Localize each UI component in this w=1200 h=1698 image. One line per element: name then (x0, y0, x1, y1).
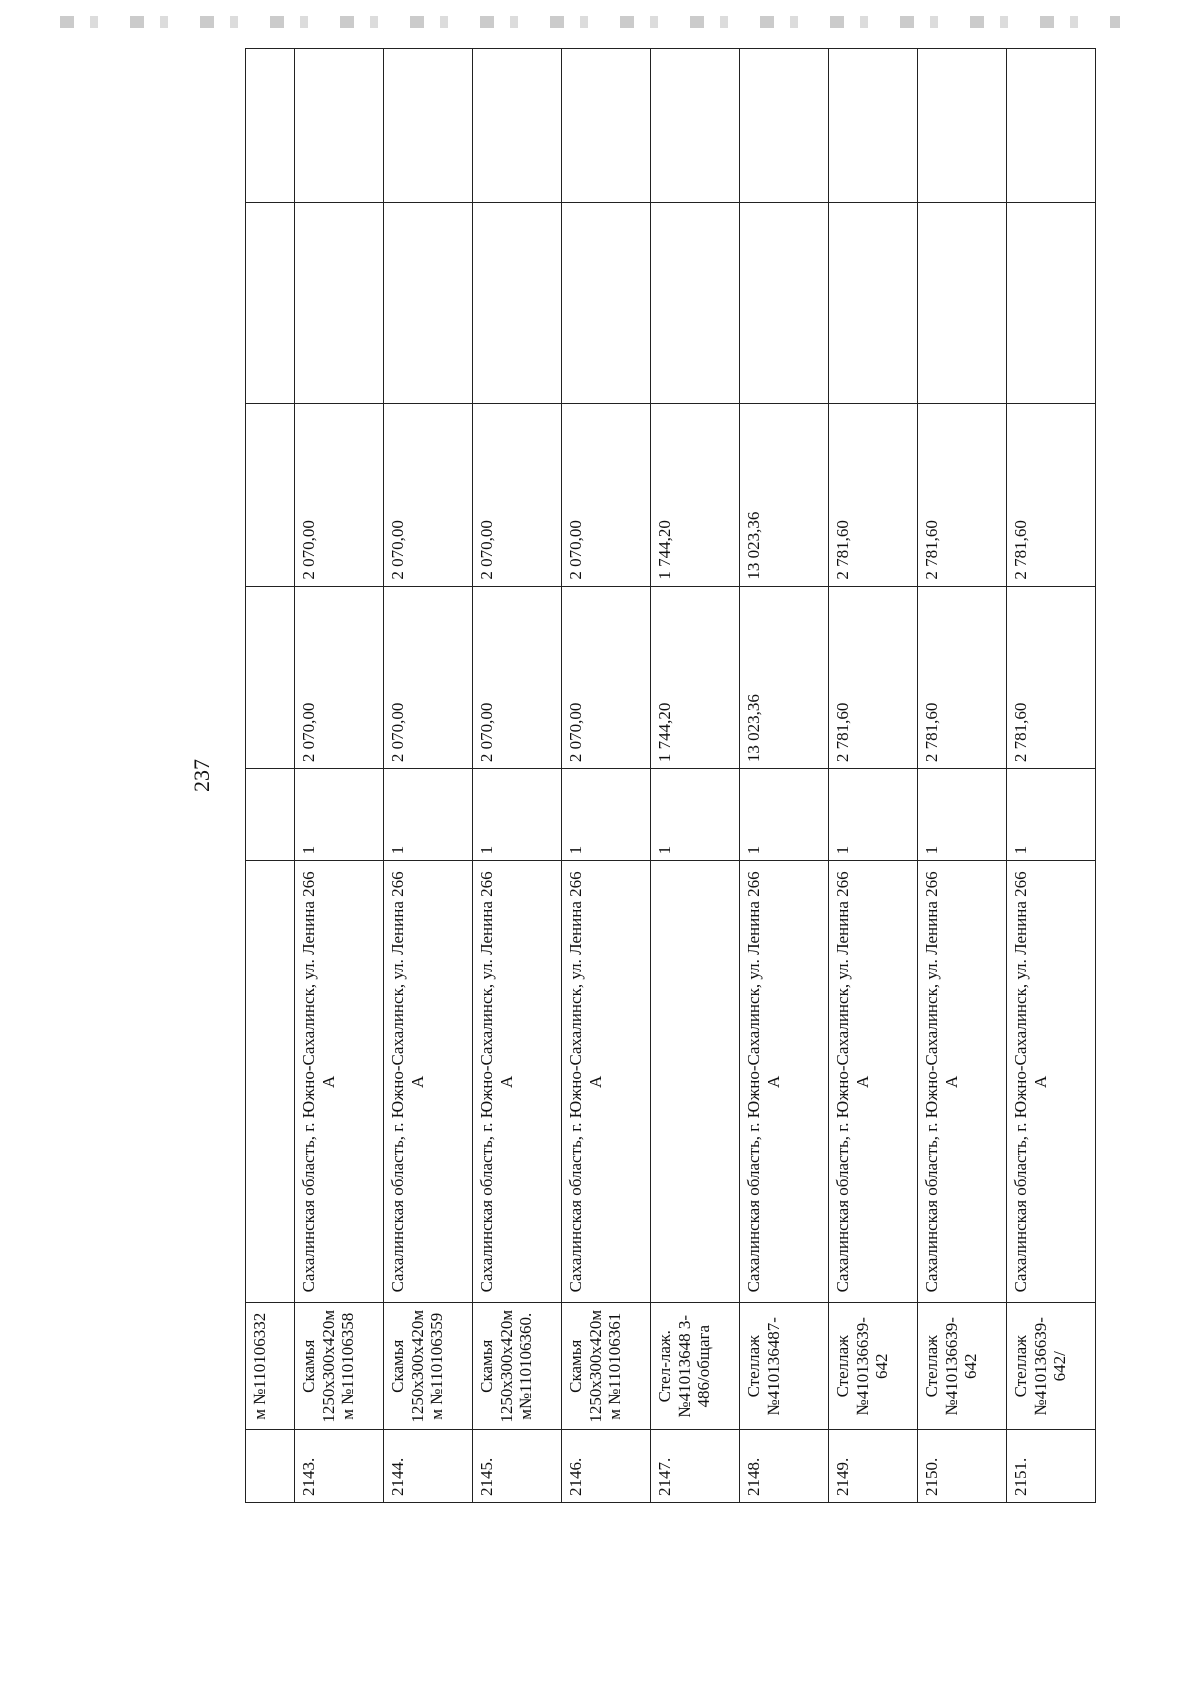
cell-item-name: Скамья 1250х300х420м м №110106359 (384, 1303, 473, 1430)
cell-address: Сахалинская область, г. Южно-Сахалинск, ул. Ленина 266 А (473, 861, 562, 1303)
continuation-row (246, 49, 295, 1503)
cell-number: 2146. (562, 1430, 651, 1503)
cell-empty-2 (918, 49, 1007, 203)
cell-value-1: 2 781,60 (829, 586, 918, 768)
table-row (295, 49, 384, 1503)
cell-qty: 1 (918, 769, 1007, 861)
cell-value-2: 2 781,60 (829, 404, 918, 586)
cell-value-1: 13 023,36 (740, 586, 829, 768)
cell-qty: 1 (473, 769, 562, 861)
cell-address: Сахалинская область, г. Южно-Сахалинск, ул. Ленина 266 А (1007, 861, 1096, 1303)
cell-value-1: 2 070,00 (384, 586, 473, 768)
table-row (918, 49, 1007, 1503)
cell-number: 2145. (473, 1430, 562, 1503)
table-row (562, 49, 651, 1503)
cell-address: Сахалинская область, г. Южно-Сахалинск, ул. Ленина 266 А (829, 861, 918, 1303)
cell-address: Сахалинская область, г. Южно-Сахалинск, ул. Ленина 266 А (562, 861, 651, 1303)
cell-value-1: 2 070,00 (562, 586, 651, 768)
cell-value-2: 2 070,00 (295, 404, 384, 586)
table-row (829, 49, 918, 1503)
table-row (384, 49, 473, 1503)
cell-value-2: 2 781,60 (918, 404, 1007, 586)
cell-qty: 1 (384, 769, 473, 861)
cell-number (246, 1430, 295, 1503)
cell-value-2: 2 781,60 (1007, 404, 1096, 586)
cell-item-name: Стеллаж №410136639-642 (918, 1303, 1007, 1430)
cell-empty-2 (740, 49, 829, 203)
cell-empty-2 (384, 49, 473, 203)
cell-qty: 1 (562, 769, 651, 861)
cell-value-2 (246, 404, 295, 586)
cell-address: Сахалинская область, г. Южно-Сахалинск, ул. Ленина 266 А (295, 861, 384, 1303)
cell-qty: 1 (651, 769, 740, 861)
cell-item-name: Стеллаж №410136487- (740, 1303, 829, 1430)
cell-address: Сахалинская область, г. Южно-Сахалинск, ул. Ленина 266 А (918, 861, 1007, 1303)
cell-value-1: 2 070,00 (295, 586, 384, 768)
cell-value-2: 2 070,00 (384, 404, 473, 586)
cell-number: 2150. (918, 1430, 1007, 1503)
cell-continuation-name: м №110106332 (246, 1303, 295, 1430)
cell-address (651, 861, 740, 1303)
cell-empty-1 (473, 202, 562, 404)
cell-qty: 1 (1007, 769, 1096, 861)
scan-artifact-streak (60, 16, 1120, 28)
cell-empty-2 (829, 49, 918, 203)
cell-empty-1 (562, 202, 651, 404)
table-row (473, 49, 562, 1503)
cell-empty-1 (1007, 202, 1096, 404)
cell-value-2: 13 023,36 (740, 404, 829, 586)
cell-number: 2151. (1007, 1430, 1096, 1503)
cell-value-1: 2 070,00 (473, 586, 562, 768)
cell-empty-2 (562, 49, 651, 203)
cell-empty-2 (473, 49, 562, 203)
cell-value-1 (246, 586, 295, 768)
cell-number: 2149. (829, 1430, 918, 1503)
page-number: 237 (189, 759, 214, 792)
cell-address: Сахалинская область, г. Южно-Сахалинск, ул. Ленина 266 А (740, 861, 829, 1303)
cell-value-1: 2 781,60 (1007, 586, 1096, 768)
cell-item-name: Стеллаж №410136639-642/ (1007, 1303, 1096, 1430)
cell-qty (246, 769, 295, 861)
cell-number: 2144. (384, 1430, 473, 1503)
inventory-table (245, 48, 1096, 1503)
table-row (1007, 49, 1096, 1503)
cell-empty-2 (246, 49, 295, 203)
cell-address: Сахалинская область, г. Южно-Сахалинск, ул. Ленина 266 А (384, 861, 473, 1303)
cell-qty: 1 (829, 769, 918, 861)
rotated-sheet (185, 48, 1100, 1503)
cell-empty-1 (918, 202, 1007, 404)
cell-qty: 1 (740, 769, 829, 861)
cell-value-2: 1 744,20 (651, 404, 740, 586)
cell-empty-1 (740, 202, 829, 404)
cell-qty: 1 (295, 769, 384, 861)
cell-number: 2143. (295, 1430, 384, 1503)
cell-value-1: 1 744,20 (651, 586, 740, 768)
cell-item-name: Скамья 1250х300х420м м№110106360. (473, 1303, 562, 1430)
cell-empty-1 (651, 202, 740, 404)
cell-value-1: 2 781,60 (918, 586, 1007, 768)
cell-item-name: Стел-лаж.№41013648 3-486/общага (651, 1303, 740, 1430)
cell-number: 2147. (651, 1430, 740, 1503)
cell-item-name: Скамья 1250х300х420м м №110106361 (562, 1303, 651, 1430)
cell-empty-1 (829, 202, 918, 404)
cell-value-2: 2 070,00 (562, 404, 651, 586)
table-row (651, 49, 740, 1503)
table-row (740, 49, 829, 1503)
cell-empty-1 (246, 202, 295, 404)
cell-empty-1 (384, 202, 473, 404)
cell-item-name: Стеллаж №410136639-642 (829, 1303, 918, 1430)
cell-value-2: 2 070,00 (473, 404, 562, 586)
cell-empty-2 (651, 49, 740, 203)
cell-number: 2148. (740, 1430, 829, 1503)
cell-item-name: Скамья 1250х300х420м м №110106358 (295, 1303, 384, 1430)
cell-empty-2 (295, 49, 384, 203)
cell-empty-1 (295, 202, 384, 404)
cell-address (246, 861, 295, 1303)
cell-empty-2 (1007, 49, 1096, 203)
